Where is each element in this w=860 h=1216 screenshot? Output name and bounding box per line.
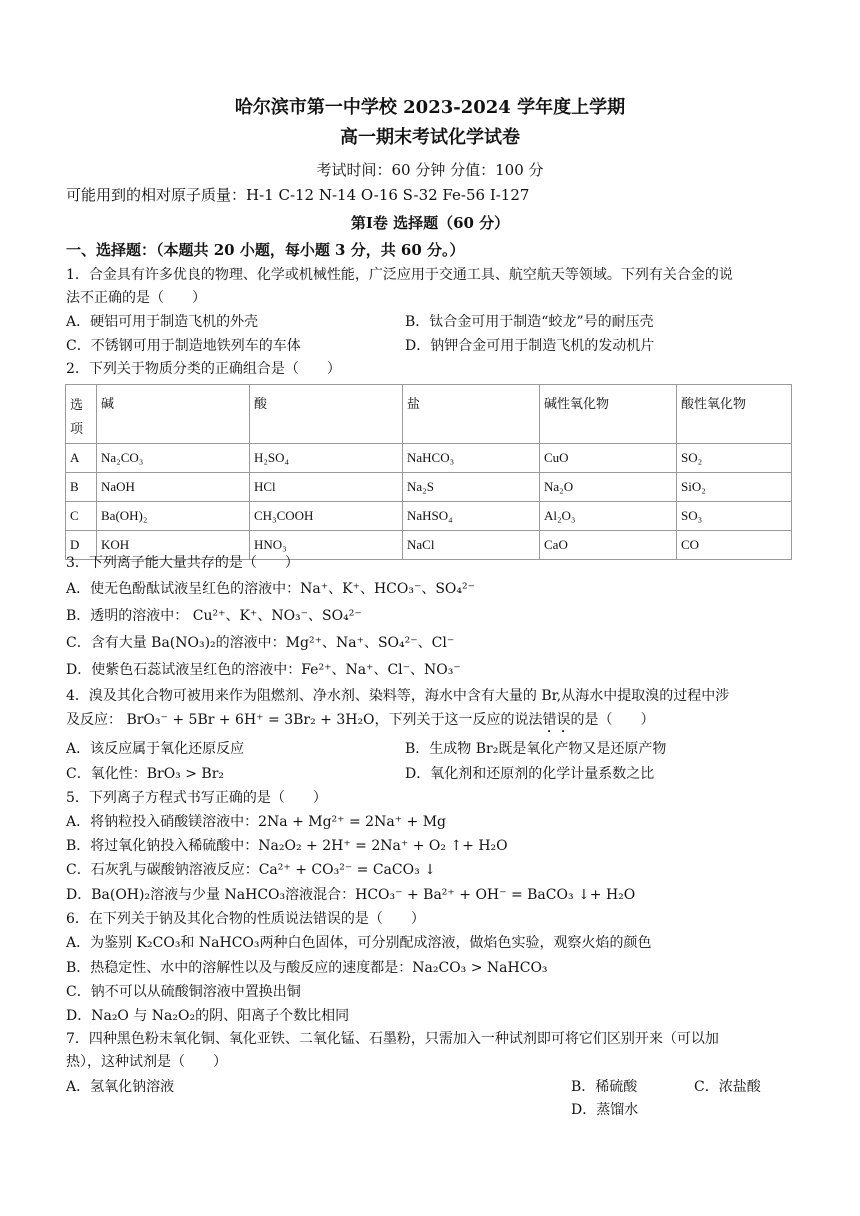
question-5-stem: 5．下列离子方程式书写正确的是（ ）	[66, 790, 327, 806]
exam-subtitle: 高一期末考试化学试卷	[340, 127, 520, 148]
table-header-salt: 盐	[403, 385, 540, 444]
table-cell-base: Na₂CO₃	[97, 444, 250, 473]
question-5-option-a: A．将钠粒投入硝酸镁溶液中：2Na + Mg²⁺ = 2Na⁺ + Mg	[66, 814, 446, 830]
table-cell-salt: NaHSO₄	[403, 502, 540, 531]
question-4-option-d: D．氧化剂和还原剂的化学计量系数之比	[405, 766, 655, 782]
table-header-base: 碱	[97, 385, 250, 444]
exam-info: 考试时间：60 分钟 分值：100 分	[316, 161, 544, 179]
question-7-option-c: C．浓盐酸	[694, 1079, 761, 1095]
question-4-stem-cont	[66, 710, 655, 736]
question-5-option-d: D．Ba(OH)₂溶液与少量 NaHCO₃溶液混合：HCO₃⁻ + Ba²⁺ + OH⁻ = BaCO₃ ↓+ H₂O	[66, 887, 636, 903]
table-cell-basic-oxide: CaO	[540, 531, 677, 560]
question-7-stem-cont: 热），这种试剂是（ ）	[66, 1054, 227, 1070]
atomic-mass-note: 可能用到的相对原子质量：H-1 C-12 N-14 O-16 S-32 Fe-56 I-127	[66, 186, 530, 204]
table-cell-acid: HCl	[250, 473, 403, 502]
question-5-option-b: B．将过氧化钠投入稀硫酸中：Na₂O₂ + 2H⁺ = 2Na⁺ + O₂ ↑+ H₂O	[66, 838, 508, 854]
question-6-option-a: A．为鉴别 K₂CO₃和 NaHCO₃两种白色固体，可分别配成溶液，做焰色实验，观察火焰的颜色	[66, 935, 652, 951]
question-6-option-d: D．Na₂O 与 Na₂O₂的阴、阳离子个数比相同	[66, 1008, 350, 1024]
table-header-acid-oxide: 酸性氧化物	[677, 385, 792, 444]
table-cell-acid: H₂SO₄	[250, 444, 403, 473]
table-header-option: 选项	[66, 385, 97, 444]
table-cell-base: KOH	[97, 531, 250, 560]
question-4-equation: 及反应： BrO₃⁻ + 5Br + 6H⁺ = 3Br₂ + 3H₂O，下列关于这一反应的说法	[66, 712, 543, 728]
table-cell-option: C	[66, 502, 97, 531]
question-1-option-d: D．钠钾合金可用于制造飞机的发动机片	[405, 338, 655, 354]
table-cell-acid: CH₃COOH	[250, 502, 403, 531]
table-cell-salt: NaCl	[403, 531, 540, 560]
question-3-option-c: C．含有大量 Ba(NO₃)₂的溶液中：Mg²⁺、Na⁺、SO₄²⁻、Cl⁻	[66, 635, 455, 651]
question-4-stem: 4．溴及其化合物可被用来作为阻燃剂、净水剂、染料等，海水中含有大量的 Br,从海水中提取溴的过程中涉	[66, 688, 730, 704]
question-1-option-b: B．钛合金可用于制造“蛟龙”号的耐压壳	[405, 314, 654, 330]
table-header-acid: 酸	[250, 385, 403, 444]
question-3-option-d: D．使紫色石蕊试液呈红色的溶液中：Fe²⁺、Na⁺、Cl⁻、NO₃⁻	[66, 662, 461, 678]
question-4-stem-end: 的是（ ）	[570, 712, 655, 728]
question-4-emphasis: 错误	[542, 712, 571, 728]
question-7-option-d: D．蒸馏水	[571, 1102, 639, 1118]
table-row	[66, 502, 792, 531]
question-1-option-a: A．硬铝可用于制造飞机的外壳	[66, 314, 259, 330]
table-cell-salt: NaHCO₃	[403, 444, 540, 473]
question-6-option-c: C．钠不可以从硫酸铜溶液中置换出铜	[66, 984, 301, 1000]
question-1-stem-cont: 法不正确的是（ ）	[66, 290, 206, 306]
table-row	[66, 444, 792, 473]
question-3-stem: 3．下列离子能大量共存的是（ ）	[66, 555, 299, 571]
classification-table	[65, 384, 792, 560]
table-cell-acid: HNO₃	[250, 531, 403, 560]
table-cell-base: NaOH	[97, 473, 250, 502]
table-cell-acid-oxide: CO	[677, 531, 792, 560]
table-cell-basic-oxide: CuO	[540, 444, 677, 473]
exam-title: 哈尔滨市第一中学校 2023-2024 学年度上学期	[234, 97, 626, 118]
table-cell-acid-oxide: SO₃	[677, 502, 792, 531]
question-6-option-b: B．热稳定性、水中的溶解性以及与酸反应的速度都是：Na₂CO₃ > NaHCO₃	[66, 960, 548, 976]
question-4-option-c: C．氧化性：BrO₃ > Br₂	[66, 766, 225, 782]
question-3-option-a: A．使无色酚酞试液呈红色的溶液中：Na⁺、K⁺、HCO₃⁻、SO₄²⁻	[66, 581, 476, 597]
table-cell-salt: Na₂S	[403, 473, 540, 502]
question-4-option-b: B．生成物 Br₂既是氧化产物又是还原产物	[405, 741, 667, 757]
question-7-option-a: A．氢氧化钠溶液	[66, 1079, 175, 1095]
table-cell-option: A	[66, 444, 97, 473]
question-3-option-b: B．透明的溶液中： Cu²⁺、K⁺、NO₃⁻、SO₄²⁻	[66, 608, 362, 624]
question-5-option-c: C．石灰乳与碳酸钠溶液反应：Ca²⁺ + CO₃²⁻ = CaCO₃ ↓	[66, 862, 436, 878]
table-cell-acid-oxide: SO₂	[677, 444, 792, 473]
part-title: 第Ⅰ卷 选择题（60 分）	[350, 214, 510, 232]
table-row	[66, 473, 792, 502]
question-1-option-c: C．不锈钢可用于制造地铁列车的车体	[66, 338, 301, 354]
table-header-row	[66, 385, 792, 444]
question-4-option-a: A．该反应属于氧化还原反应	[66, 741, 245, 757]
table-cell-basic-oxide: Al₂O₃	[540, 502, 677, 531]
question-7-option-b: B．稀硫酸	[571, 1079, 638, 1095]
question-1-stem: 1．合金具有许多优良的物理、化学或机械性能，广泛应用于交通工具、航空航天等领域。下列有关合金的说	[66, 267, 733, 283]
table-cell-option: D	[66, 531, 97, 560]
section-title: 一、选择题：（本题共 20 小题，每小题 3 分，共 60 分。）	[66, 241, 465, 259]
table-cell-base: Ba(OH)₂	[97, 502, 250, 531]
question-2-stem: 2．下列关于物质分类的正确组合是（ ）	[66, 361, 341, 377]
table-cell-acid-oxide: SiO₂	[677, 473, 792, 502]
table-header-basic-oxide: 碱性氧化物	[540, 385, 677, 444]
question-7-stem: 7．四种黑色粉末氧化铜、氧化亚铁、二氧化锰、石墨粉，只需加入一种试剂即可将它们区别开来（可以加	[66, 1031, 719, 1047]
table-cell-basic-oxide: Na₂O	[540, 473, 677, 502]
table-cell-option: B	[66, 473, 97, 502]
question-6-stem: 6．在下列关于钠及其化合物的性质说法错误的是（ ）	[66, 911, 425, 927]
